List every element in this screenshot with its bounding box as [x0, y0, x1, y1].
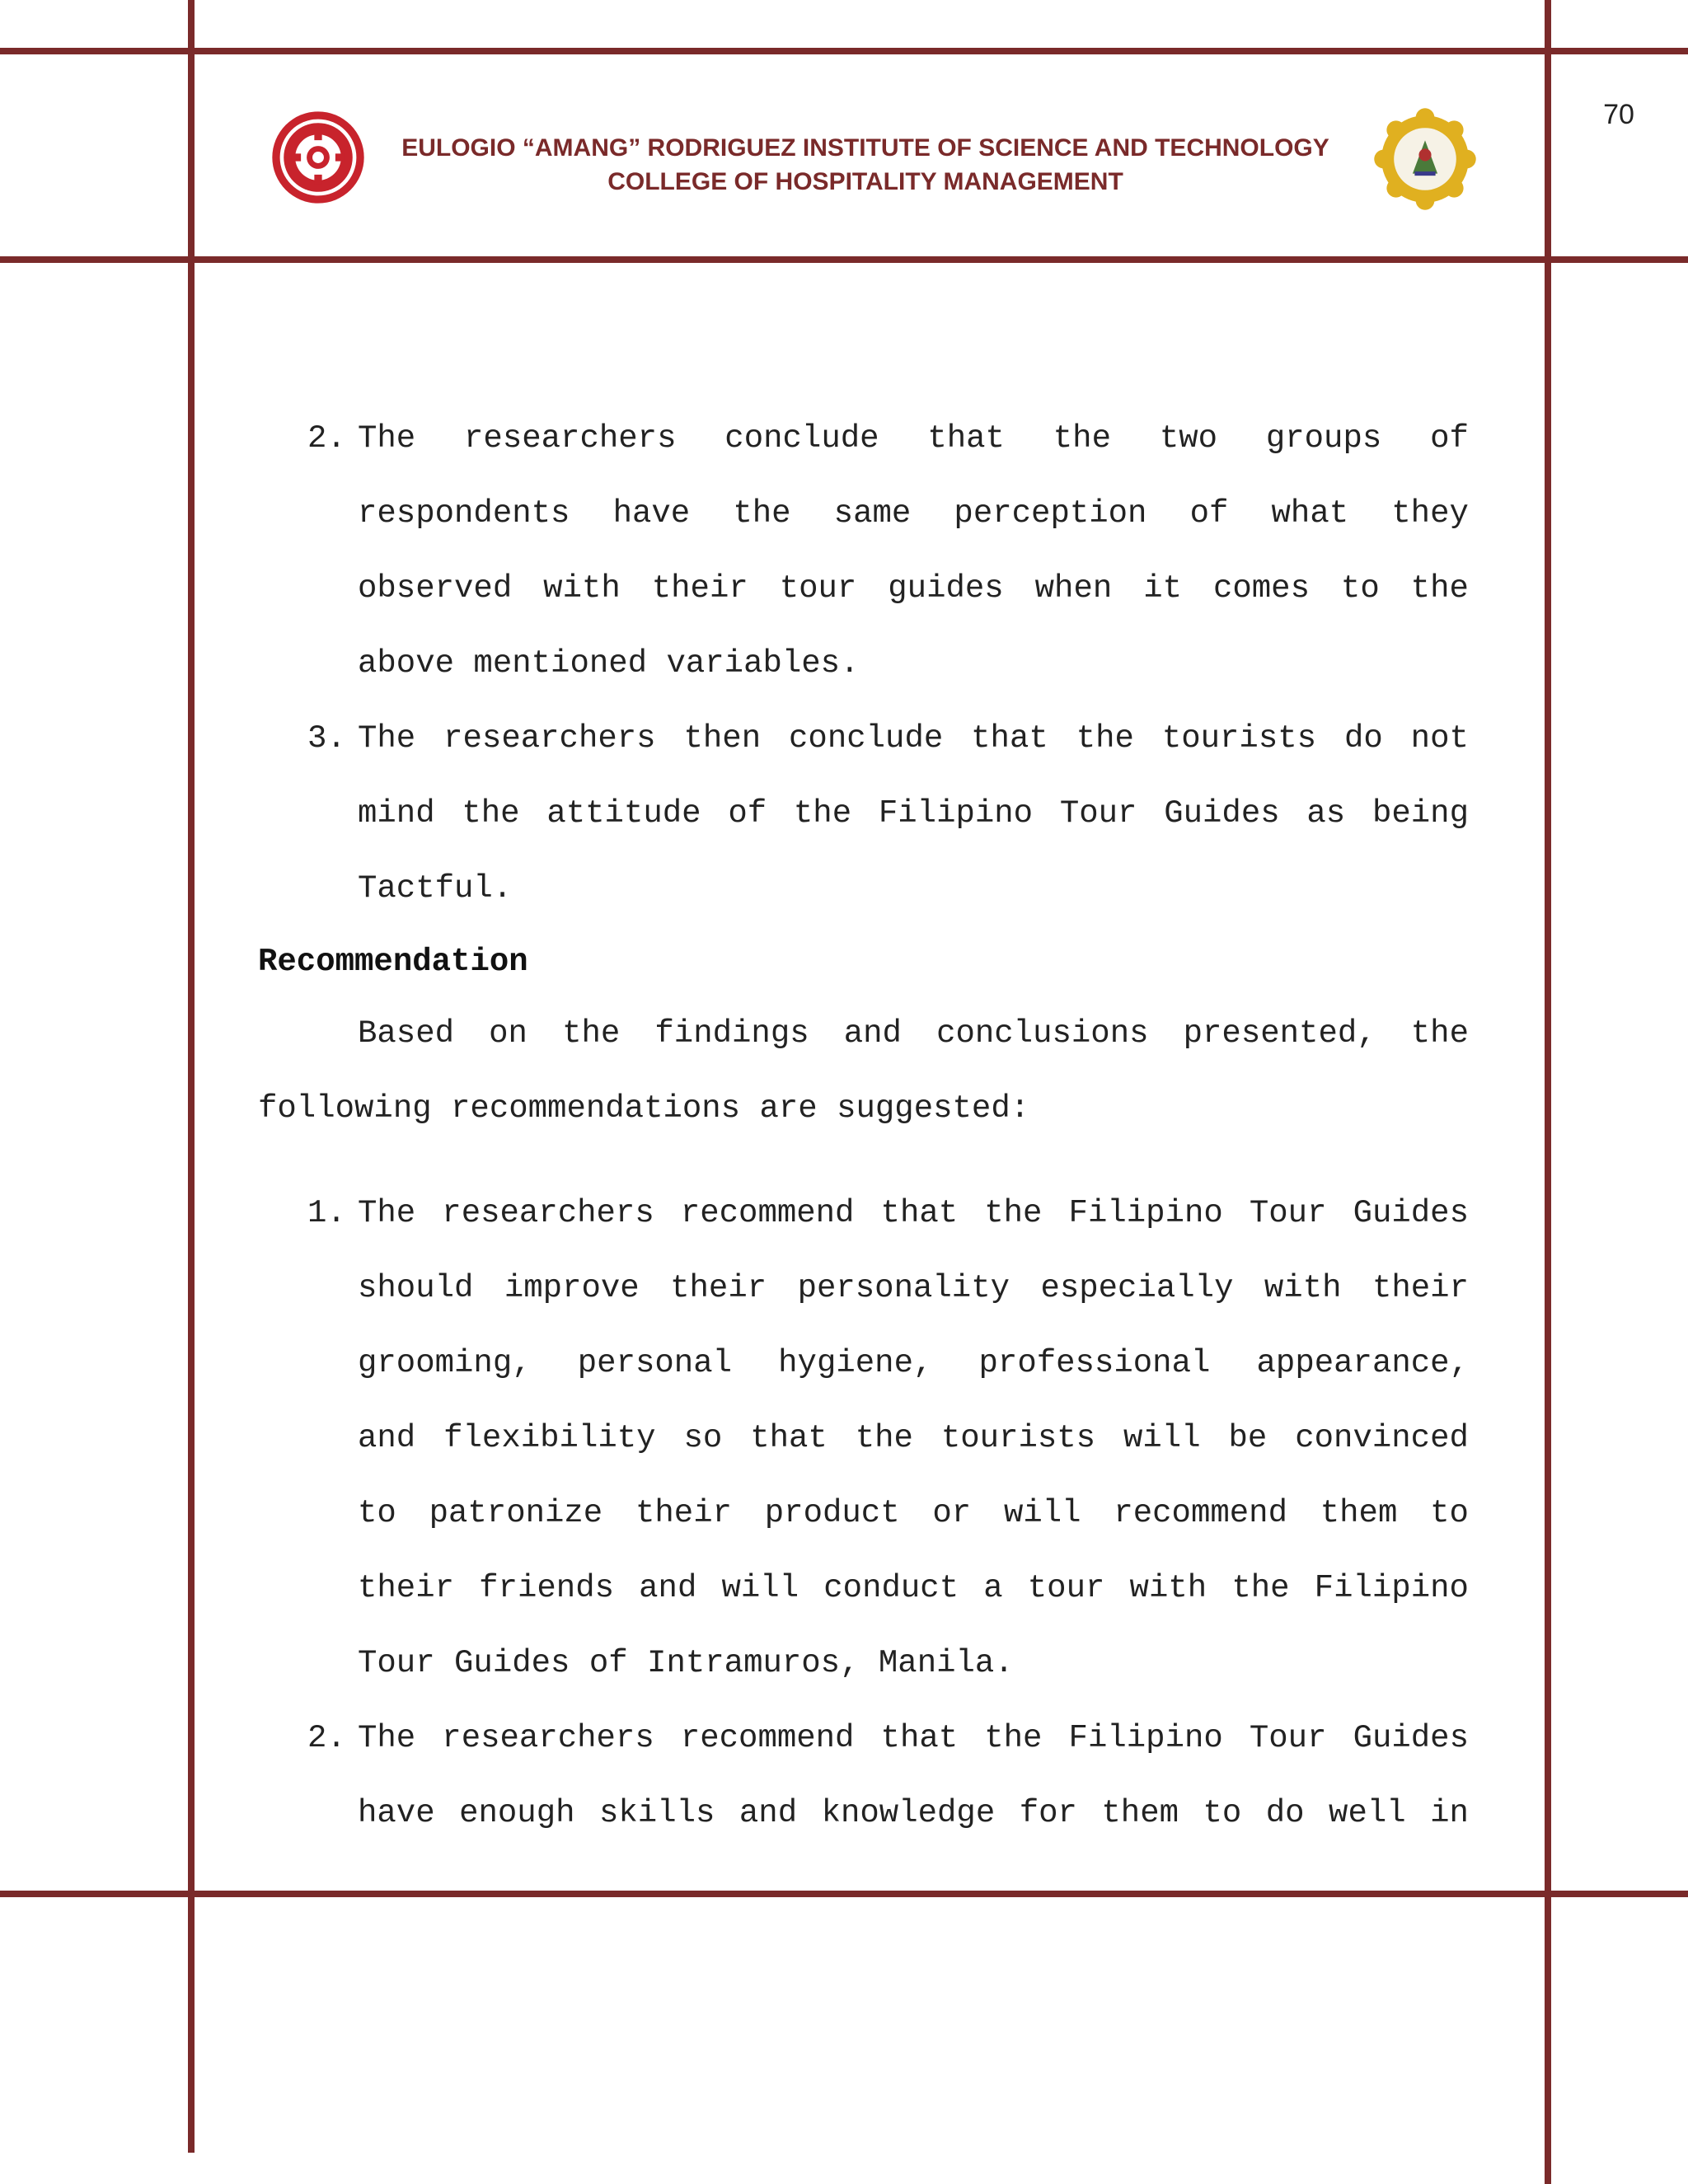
right-margin-rule [1545, 0, 1551, 2184]
word: and [738, 1795, 798, 1831]
word: will [1123, 1420, 1201, 1456]
word: tourists [940, 1420, 1096, 1456]
word: when [1034, 570, 1113, 607]
word: to [1203, 1795, 1242, 1831]
word: the [1076, 720, 1134, 757]
word: grooming, [358, 1345, 532, 1381]
text-line [258, 1090, 1049, 1127]
page-number: 70 [1603, 99, 1634, 130]
left-margin-rule [188, 0, 195, 2153]
word: that [750, 1420, 828, 1456]
word: respondents [358, 495, 570, 532]
word: the [462, 795, 520, 832]
conclusion-number: 2. [307, 420, 346, 457]
word: conduct [823, 1570, 959, 1606]
word: to [358, 1495, 396, 1531]
word: Tactful. [358, 870, 513, 907]
word: recommendations [451, 1090, 741, 1127]
word: enough [459, 1795, 575, 1831]
text-line [358, 1015, 1469, 1052]
word: that [880, 1720, 959, 1756]
text-line [358, 495, 1469, 532]
word: flexibility [443, 1420, 656, 1456]
word: two [1159, 420, 1218, 457]
text-line [358, 1720, 1469, 1756]
word: friends [479, 1570, 614, 1606]
word: be [1228, 1420, 1268, 1456]
word: of [1189, 495, 1229, 532]
text-line [358, 720, 1469, 757]
word: groups [1265, 420, 1382, 457]
text-line [358, 1420, 1469, 1456]
word: should [358, 1270, 474, 1306]
word: not [1410, 720, 1469, 757]
college-name: COLLEGE OF HOSPITALITY MANAGEMENT [607, 168, 1123, 195]
word: comes [1212, 570, 1310, 607]
text-line [358, 1645, 1033, 1681]
word: Intramuros, [647, 1645, 860, 1681]
recommendation-number: 2. [307, 1720, 346, 1756]
word: The [358, 1720, 416, 1756]
word: perception [954, 495, 1147, 532]
section-heading-recommendation: Recommendation [258, 944, 528, 980]
word: that [927, 420, 1005, 457]
word: on [489, 1015, 528, 1052]
word: Guides [454, 1645, 570, 1681]
word: are [759, 1090, 818, 1127]
word: their [635, 1495, 733, 1531]
word: Filipino [1068, 1720, 1223, 1756]
word: Tour [1249, 1195, 1327, 1231]
word: conclude [724, 420, 879, 457]
word: the [984, 1195, 1043, 1231]
word: conclude [789, 720, 944, 757]
word: the [793, 795, 852, 832]
word: and [358, 1420, 416, 1456]
text-line [358, 420, 1469, 457]
word: for [1019, 1795, 1077, 1831]
word: tourists [1161, 720, 1317, 757]
footer-rule [0, 1891, 1688, 1897]
word: to [1340, 570, 1380, 607]
word: their [1372, 1270, 1469, 1306]
text-line [358, 1270, 1469, 1306]
word: patronize [429, 1495, 603, 1531]
word: researchers [464, 420, 677, 457]
word: observed [358, 570, 513, 607]
word: improve [504, 1270, 640, 1306]
institute-seal-logo [270, 110, 366, 205]
word: The [358, 420, 416, 457]
word: presented, [1183, 1015, 1376, 1052]
text-line [358, 1195, 1469, 1231]
word: mind [358, 795, 435, 832]
text-line [358, 570, 1469, 607]
word: Filipino [1314, 1570, 1469, 1606]
text-line [358, 795, 1469, 832]
word: knowledge [821, 1795, 996, 1831]
word: and [639, 1570, 697, 1606]
word: them [1101, 1795, 1179, 1831]
word: same [833, 495, 912, 532]
word: have [612, 495, 691, 532]
word: recommend [1114, 1495, 1287, 1531]
word: Filipino [1068, 1195, 1223, 1231]
text-line [358, 1570, 1469, 1606]
word: Guides [1353, 1720, 1469, 1756]
word: product [764, 1495, 900, 1531]
word: with [1129, 1570, 1207, 1606]
text-line [358, 1795, 1469, 1831]
word: variables. [666, 645, 860, 682]
word: Filipino [878, 795, 1034, 832]
word: of [1430, 420, 1469, 457]
word: mentioned [473, 645, 648, 682]
top-border-rule [0, 48, 1688, 54]
word: the [1053, 420, 1111, 457]
word: do [1343, 720, 1383, 757]
word: them [1320, 1495, 1398, 1531]
text-line [358, 645, 879, 682]
word: and [843, 1015, 902, 1052]
word: the [1410, 570, 1469, 607]
word: researchers [442, 1720, 654, 1756]
word: their [670, 1270, 767, 1306]
word: conclusions [936, 1015, 1149, 1052]
word: to [1430, 1495, 1469, 1531]
word: that [971, 720, 1048, 757]
word: recommend [680, 1195, 855, 1231]
word: following [258, 1090, 432, 1127]
conclusion-number: 3. [307, 720, 346, 757]
word: the [562, 1015, 621, 1052]
word: then [683, 720, 762, 757]
word: or [932, 1495, 972, 1531]
word: Tour [1249, 1720, 1327, 1756]
text-line [358, 1345, 1469, 1381]
word: with [543, 570, 621, 607]
header-bottom-rule [0, 256, 1688, 263]
word: researchers [443, 720, 656, 757]
word: tour [779, 570, 857, 607]
word: hygiene, [778, 1345, 933, 1381]
word: above [358, 645, 455, 682]
word: suggested: [837, 1090, 1030, 1127]
word: personal [577, 1345, 733, 1381]
word: well [1329, 1795, 1406, 1831]
word: The [358, 720, 416, 757]
text-line [358, 1495, 1469, 1531]
word: what [1271, 495, 1349, 532]
word: personality [797, 1270, 1010, 1306]
college-seal-logo [1373, 107, 1477, 211]
text-line [358, 870, 532, 907]
word: that [880, 1195, 959, 1231]
word: being [1372, 795, 1469, 832]
word: a [983, 1570, 1003, 1606]
word: especially [1040, 1270, 1234, 1306]
word: The [358, 1195, 416, 1231]
word: in [1430, 1795, 1469, 1831]
word: professional [978, 1345, 1211, 1381]
word: attitude [546, 795, 701, 832]
recommendation-number: 1. [307, 1195, 346, 1231]
word: findings [654, 1015, 809, 1052]
word: have [358, 1795, 435, 1831]
word: Tour [1059, 795, 1137, 832]
word: tour [1027, 1570, 1105, 1606]
word: appearance, [1256, 1345, 1469, 1381]
word: Manila. [878, 1645, 1014, 1681]
word: they [1391, 495, 1469, 532]
word: Tour [358, 1645, 435, 1681]
word: their [651, 570, 748, 607]
word: as [1306, 795, 1346, 832]
word: so [683, 1420, 723, 1456]
word: Based [358, 1015, 455, 1052]
word: the [733, 495, 791, 532]
institute-name: EULOGIO “AMANG” RODRIGUEZ INSTITUTE OF SCIENCE AND TECHNOLOGY [401, 134, 1329, 162]
word: it [1143, 570, 1183, 607]
word: researchers [442, 1195, 654, 1231]
word: the [1231, 1570, 1290, 1606]
word: recommend [680, 1720, 855, 1756]
word: the [855, 1420, 913, 1456]
word: will [721, 1570, 799, 1606]
word: of [588, 1645, 628, 1681]
word: guides [888, 570, 1004, 607]
word: Guides [1164, 795, 1280, 832]
word: the [984, 1720, 1043, 1756]
word: do [1265, 1795, 1305, 1831]
word: their [358, 1570, 455, 1606]
word: the [1410, 1015, 1469, 1052]
word: of [728, 795, 767, 832]
word: Guides [1353, 1195, 1469, 1231]
word: skills [599, 1795, 715, 1831]
word: convinced [1295, 1420, 1469, 1456]
word: with [1264, 1270, 1342, 1306]
word: will [1003, 1495, 1081, 1531]
